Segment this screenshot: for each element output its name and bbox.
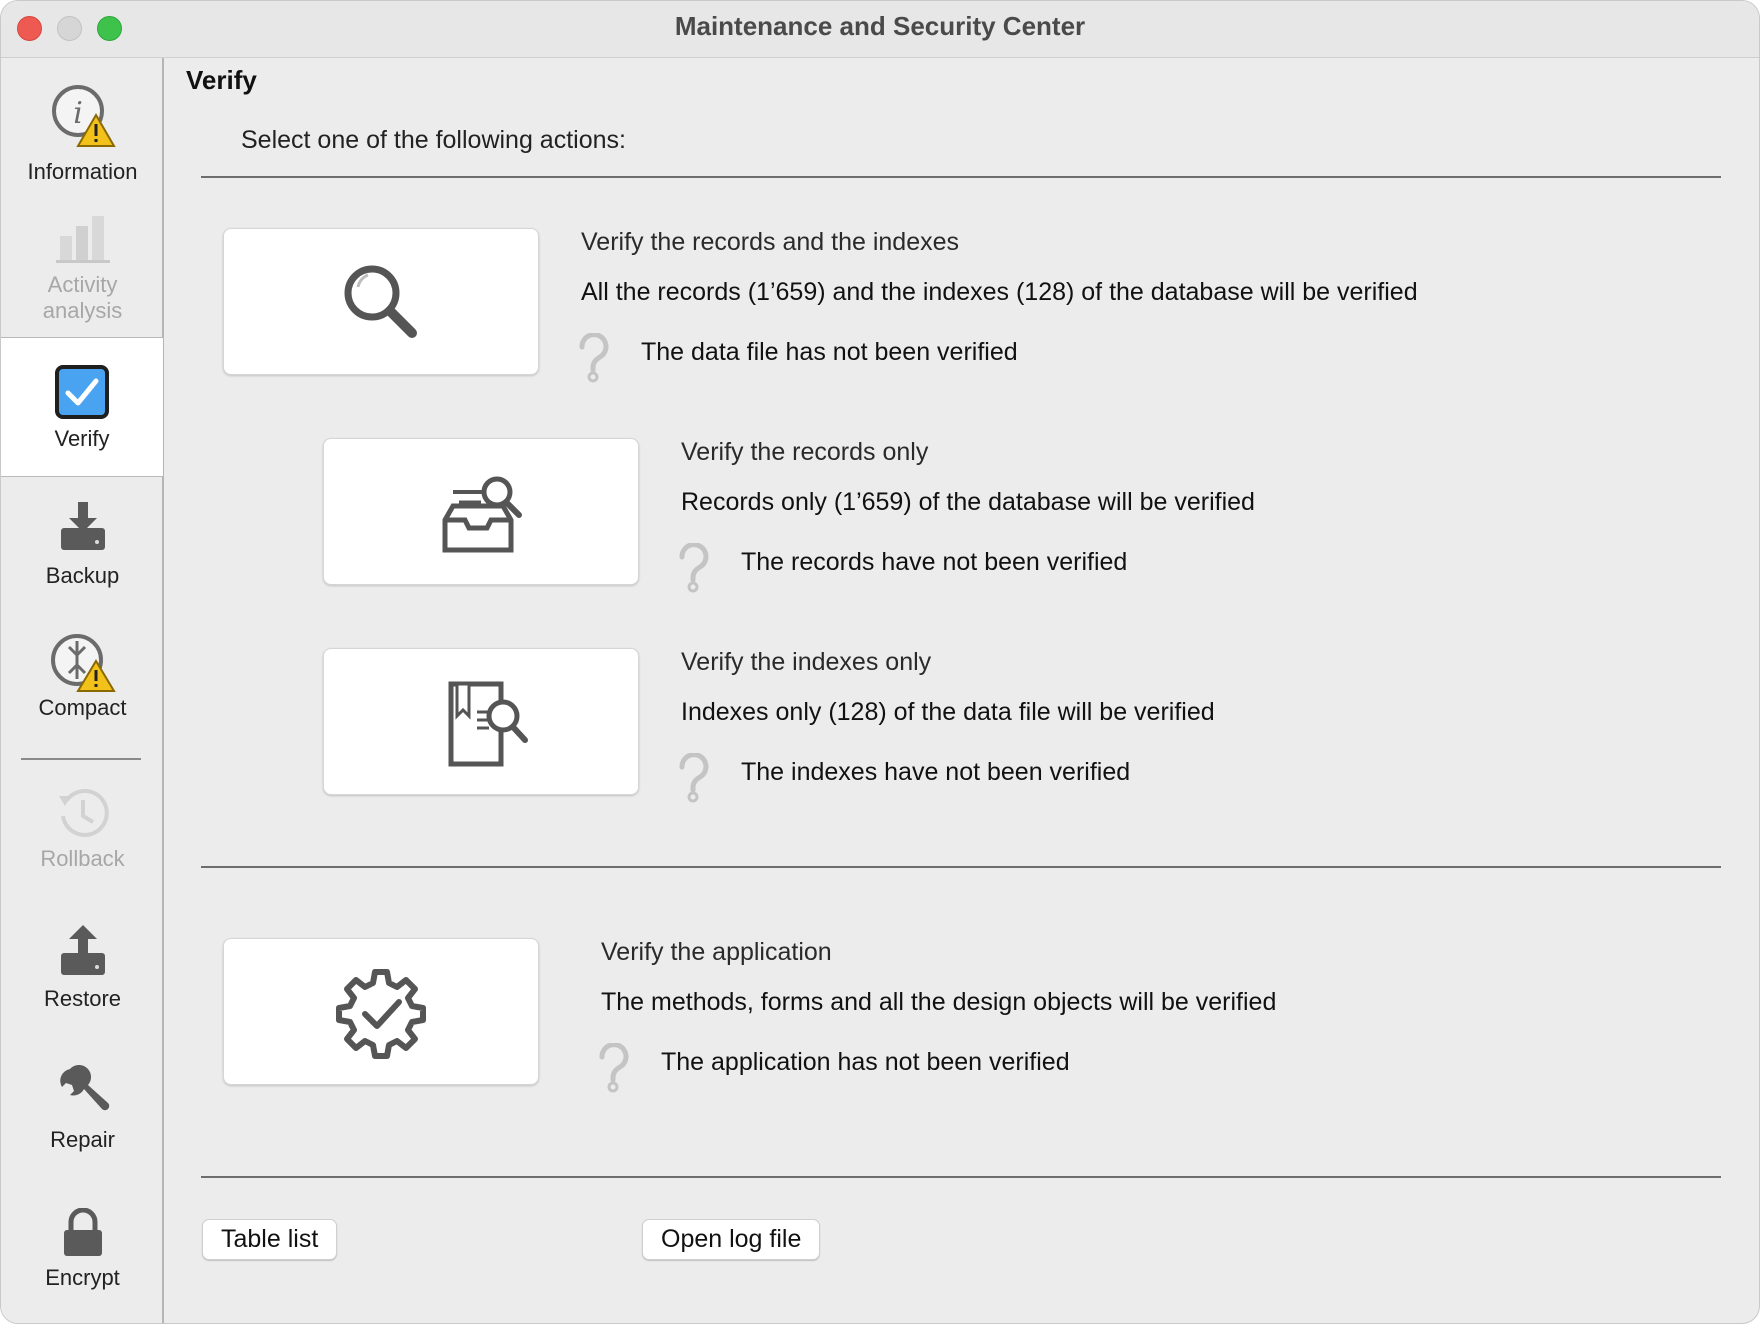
rollback-clock-icon <box>55 786 111 842</box>
status-text: The indexes have not been verified <box>741 758 1131 786</box>
sidebar-item-compact[interactable] <box>1 633 164 773</box>
divider <box>201 1176 1721 1178</box>
checkbox-icon <box>54 364 110 420</box>
sidebar-separator <box>21 758 141 760</box>
status-text: The records have not been verified <box>741 548 1128 576</box>
verify-records-and-indexes-button[interactable] <box>223 228 539 375</box>
sidebar-item-label: Backup <box>45 563 120 588</box>
question-status-icon <box>676 543 712 593</box>
sidebar-item-label: Information <box>27 159 138 184</box>
action-title: Verify the records and the indexes <box>581 228 960 256</box>
action-description: Records only (1’659) of the database will be verified <box>681 488 1255 516</box>
divider <box>201 176 1721 178</box>
backup-disk-icon <box>57 500 109 554</box>
wrench-icon <box>56 1065 110 1119</box>
sidebar-item-restore[interactable] <box>1 923 164 1063</box>
sidebar-item-label-text: Activity analysis <box>42 272 123 323</box>
magnifier-icon <box>336 257 426 347</box>
sidebar-item-label: Compact <box>38 695 127 720</box>
sidebar-item-repair[interactable] <box>1 1065 164 1205</box>
action-description: The methods, forms and all the design objects will be verified <box>601 988 1277 1016</box>
svg-text:i: i <box>72 96 83 131</box>
gear-check-icon <box>333 964 429 1060</box>
sidebar-item-backup[interactable] <box>1 498 164 638</box>
sidebar-item-label: Restore <box>43 986 122 1011</box>
action-title: Verify the records only <box>681 438 929 466</box>
question-status-icon <box>676 753 712 803</box>
sidebar-item-rollback <box>1 786 164 926</box>
status-text: The data file has not been verified <box>641 338 1018 366</box>
page-title: Verify <box>186 65 257 95</box>
title-bar <box>1 1 1759 58</box>
open-log-file-button[interactable]: Open log file <box>642 1219 820 1260</box>
sidebar-item-verify[interactable] <box>1 337 163 477</box>
sidebar-item-information[interactable] <box>1 73 164 213</box>
action-description: Indexes only (128) of the data file will be verified <box>681 698 1215 726</box>
sidebar-item-label: Encrypt <box>45 1265 120 1290</box>
sidebar-item-activity-analysis <box>1 208 164 348</box>
verify-application-button[interactable] <box>223 938 539 1085</box>
sidebar-item-encrypt[interactable] <box>1 1208 164 1324</box>
action-title: Verify the indexes only <box>681 648 932 676</box>
bar-chart-icon <box>56 214 110 264</box>
main-panel <box>166 58 1760 1324</box>
sidebar-item-label: Rollback <box>40 846 125 871</box>
sidebar-item-label <box>1 272 164 324</box>
action-description: All the records (1’659) and the indexes (128) of the database will be verified <box>581 278 1418 306</box>
table-list-button[interactable]: Table list <box>202 1219 337 1260</box>
sidebar <box>1 58 164 1324</box>
action-title: Verify the application <box>601 938 832 966</box>
restore-disk-icon <box>57 923 109 979</box>
sidebar-item-label: Repair <box>50 1127 115 1152</box>
book-search-icon <box>431 672 531 772</box>
window-title: Maintenance and Security Center <box>674 11 1086 41</box>
verify-indexes-only-button[interactable] <box>323 648 639 795</box>
compact-warning-icon <box>50 633 116 693</box>
question-status-icon <box>576 333 612 383</box>
divider <box>201 866 1721 868</box>
sidebar-item-label: Verify <box>54 426 110 451</box>
status-text: The application has not been verified <box>661 1048 1070 1076</box>
lock-icon <box>61 1208 105 1258</box>
question-status-icon <box>596 1043 632 1093</box>
info-warning-icon <box>50 83 116 149</box>
inbox-search-icon <box>431 462 531 562</box>
verify-records-only-button[interactable] <box>323 438 639 585</box>
instruction-text: Select one of the following actions: <box>241 126 626 154</box>
